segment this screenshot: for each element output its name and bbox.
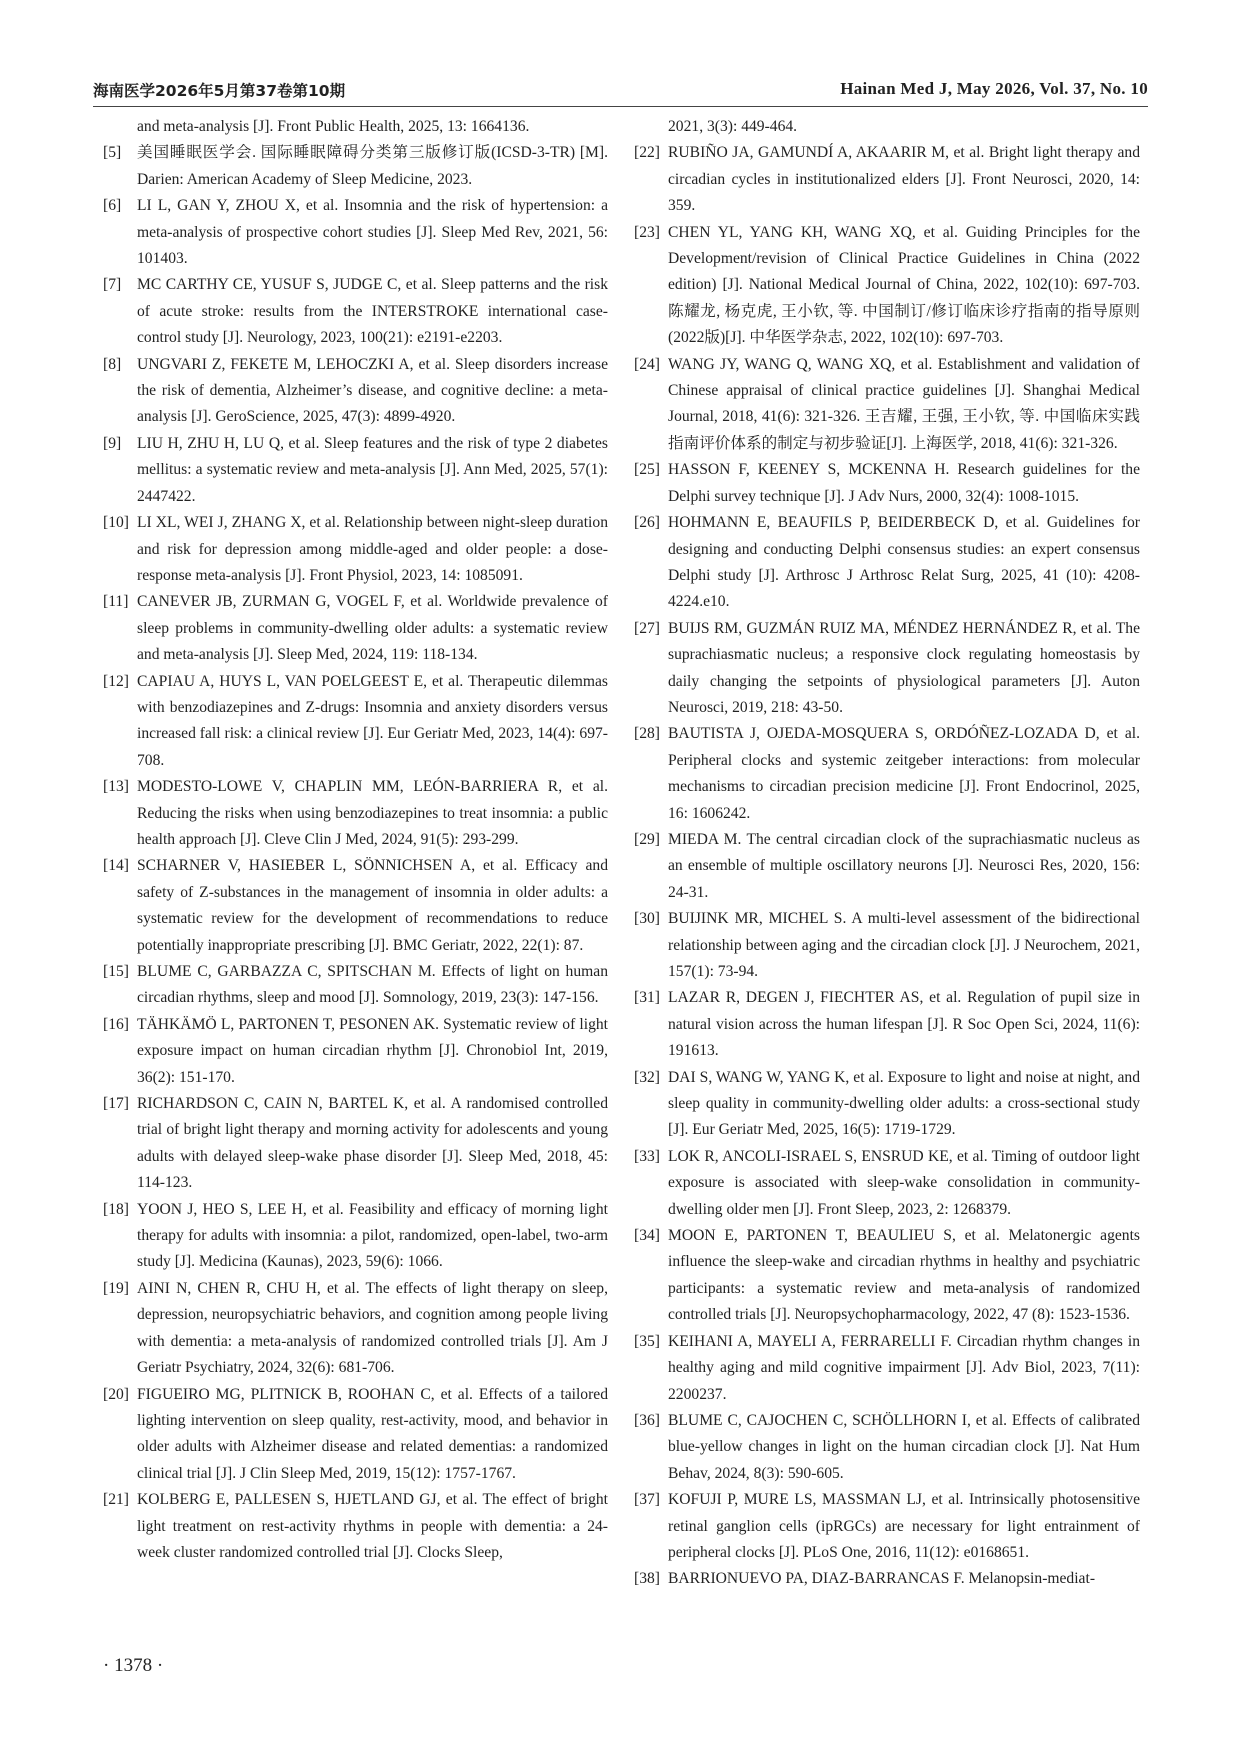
reference-item — [634, 1408, 1140, 1487]
reference-item — [634, 985, 1140, 1064]
reference-item — [103, 1012, 608, 1091]
reference-number: [29] — [634, 830, 660, 848]
reference-number: [20] — [103, 1385, 129, 1403]
reference-number: [12] — [103, 672, 129, 690]
reference-item — [634, 1223, 1140, 1329]
journal-title-en: Hainan Med J, May 2026, Vol. 37, No. 10 — [840, 79, 1148, 98]
reference-item — [103, 1382, 608, 1488]
reference-item — [634, 140, 1140, 219]
reference-item — [634, 1144, 1140, 1223]
reference-number: [10] — [103, 514, 129, 532]
reference-text: MIEDA M. The central circadian clock of the suprachiasmatic nucleus as an ensemble of multiple oscillatory neurons [J]. Neurosci Res, 2020, 156: 24-31. — [668, 830, 1140, 901]
reference-text: DAI S, WANG W, YANG K, et al. Exposure to light and noise at night, and sleep quality in community-dwelling older adults: a cross-sectional study [J]. Eur Geriatr Med, 2025, 16(5): 1719-1729. — [668, 1068, 1140, 1139]
reference-item — [634, 1065, 1140, 1144]
reference-text: CANEVER JB, ZURMAN G, VOGEL F, et al. Worldwide prevalence of sleep problems in community-dwelling older adults: a systematic review and meta-analysis [J]. Sleep Med, 2024, 119: 118-134. — [137, 593, 608, 664]
reference-text: BUIJINK MR, MICHEL S. A multi-level assessment of the bidirectional relationship between aging and the circadian clock [J]. J Neurochem, 2021, 157(1): 73-94. — [668, 910, 1140, 980]
reference-number: [33] — [634, 1147, 660, 1165]
reference-text: UNGVARI Z, FEKETE M, LEHOCZKI A, et al. Sleep disorders increase the risk of dementia, Alzheimer’s disease, and cognitive decline: a meta-analysis [J]. GeroScience, 2025, 47(3): 4899-4920. — [137, 355, 608, 426]
reference-number: [34] — [634, 1227, 660, 1245]
reference-item — [103, 431, 608, 510]
reference-number: [21] — [103, 1491, 129, 1509]
reference-item — [103, 272, 608, 351]
reference-text: BARRIONUEVO PA, DIAZ-BARRANCAS F. Melanopsin-mediat- — [668, 1570, 1096, 1588]
reference-item — [634, 510, 1140, 616]
reference-item — [634, 114, 1140, 140]
running-header — [93, 76, 1148, 107]
reference-number: [35] — [634, 1332, 660, 1350]
reference-text: BLUME C, CAJOCHEN C, SCHÖLLHORN I, et al. Effects of calibrated blue-yellow changes in light on the human circadian clock [J]. Nat Hum Behav, 2024, 8(3): 590-605. — [668, 1411, 1140, 1482]
reference-text: 2021, 3(3): 449-464. — [668, 118, 798, 135]
reference-text: RUBIÑO JA, GAMUNDÍ A, AKAARIR M, et al. Bright light therapy and circadian cycles in institutionalized elders [J]. Front Neurosci, 2020, 14: 359. — [668, 144, 1140, 215]
reference-text: YOON J, HEO S, LEE H, et al. Feasibility and efficacy of morning light therapy for adults with insomnia: a pilot, randomized, open-label, two-arm study [J]. Medicina (Kaunas), 2023, 59(6): 1066. — [137, 1200, 608, 1271]
reference-number: [8] — [103, 355, 122, 373]
reference-number: [11] — [103, 593, 129, 611]
reference-text: MODESTO-LOWE V, CHAPLIN MM, LEÓN-BARRIERA R, et al. Reducing the risks when using benzodiazepines to treat insomnia: a public health approach [J]. Cleve Clin J Med, 2024, 91(5): 293-299. — [137, 778, 608, 848]
reference-number: [15] — [103, 963, 129, 980]
reference-item — [634, 906, 1140, 985]
reference-number: [26] — [634, 514, 660, 532]
reference-number: [14] — [103, 857, 129, 875]
reference-number: [19] — [103, 1279, 129, 1297]
reference-text: SCHARNER V, HASIEBER L, SÖNNICHSEN A, et al. Efficacy and safety of Z-substances in the management of insomnia in older adults: a systematic review for the development of recommendations to reduce potentially inappropriate prescribing [J]. BMC Geriatr, 2022, 22(1): 87. — [137, 857, 608, 954]
reference-item — [103, 352, 608, 431]
reference-number: [31] — [634, 989, 660, 1007]
reference-column-right — [634, 114, 1140, 1593]
reference-item — [103, 193, 608, 272]
reference-number: [22] — [634, 144, 660, 162]
reference-number: [13] — [103, 778, 129, 796]
reference-text: and meta-analysis [J]. Front Public Health, 2025, 13: 1664136. — [137, 118, 530, 135]
journal-title-cn: 海南医学2026年5月第37卷第10期 — [93, 82, 346, 100]
reference-number: [37] — [634, 1491, 660, 1509]
reference-item — [634, 1329, 1140, 1408]
reference-item — [103, 959, 608, 1012]
reference-item — [634, 721, 1140, 827]
reference-text: KEIHANI A, MAYELI A, FERRARELLI F. Circadian rhythm changes in healthy aging and mild cognitive impairment [J]. Adv Biol, 2023, 7(11): 2200237. — [668, 1332, 1140, 1403]
reference-text: HOHMANN E, BEAUFILS P, BEIDERBECK D, et al. Guidelines for designing and conducting Delphi consensus studies: an expert consensus Delphi study [J]. Arthrosc J Arthrosc Relat Surg, 2025, 41 (10): 4208-4224.e10. — [668, 514, 1140, 611]
reference-number: [30] — [634, 910, 660, 928]
reference-text: LI XL, WEI J, ZHANG X, et al. Relationship between night-sleep duration and risk for depression among middle-aged and older people: a dose-response meta-analysis [J]. Front Physiol, 2023, 14: 1085091. — [137, 514, 608, 584]
reference-text: TÄHKÄMÖ L, PARTONEN T, PESONEN AK. Systematic review of light exposure impact on human circadian rhythm [J]. Chronobiol Int, 2019, 36(2): 151-170. — [137, 1015, 608, 1086]
reference-item — [634, 220, 1140, 352]
reference-number: [9] — [103, 434, 122, 452]
reference-number: [16] — [103, 1015, 129, 1033]
reference-number: [24] — [634, 355, 660, 373]
reference-item — [103, 669, 608, 775]
reference-number: [7] — [103, 276, 122, 294]
reference-item — [103, 1276, 608, 1382]
reference-item — [103, 510, 608, 589]
reference-text: AINI N, CHEN R, CHU H, et al. The effects of light therapy on sleep, depression, neuropsychiatric behaviors, and cognition among people living with dementia: a meta-analysis of randomized controlled trials [J]. Am J Geriatr Psychiatry, 2024, 32(6): 681-706. — [137, 1279, 608, 1377]
reference-number: [23] — [634, 223, 660, 241]
reference-text: CHEN YL, YANG KH, WANG XQ, et al. Guiding Principles for the Development/revision of Clinical Practice Guidelines in China (2022 edition) [J]. National Medical Journal of China, 2022, 102(10): 697-703. 陈耀龙, 杨克虎, 王小钦, 等. 中国制订/修订临床诊疗指南的指导原则(2022版)[J]. 中华医学杂志, 2022, 102(10): 697-703. — [668, 223, 1140, 347]
reference-item — [103, 853, 608, 959]
reference-item — [103, 1197, 608, 1276]
reference-text: RICHARDSON C, CAIN N, BARTEL K, et al. A randomised controlled trial of bright light therapy and morning activity for adolescents and young adults with delayed sleep-wake phase disorder [J]. Sleep Med, 2018, 45: 114-123. — [137, 1095, 608, 1192]
reference-text: 美国睡眠医学会. 国际睡眠障碍分类第三版修订版(ICSD-3-TR) [M]. Darien: American Academy of Sleep Medicine, 2023. — [137, 144, 608, 188]
reference-number: [28] — [634, 725, 660, 743]
reference-text: MC CARTHY CE, YUSUF S, JUDGE C, et al. Sleep patterns and the risk of acute stroke: results from the INTERSTROKE international case-control study [J]. Neurology, 2023, 100(21): e2191-e2203. — [137, 276, 608, 347]
reference-item — [634, 457, 1140, 510]
reference-column-left — [103, 114, 608, 1566]
reference-number: [17] — [103, 1095, 129, 1113]
reference-text: HASSON F, KEENEY S, MCKENNA H. Research guidelines for the Delphi survey technique [J]. J Adv Nurs, 2000, 32(4): 1008-1015. — [668, 461, 1140, 505]
reference-item — [634, 1487, 1140, 1566]
reference-item — [634, 616, 1140, 722]
reference-text: KOLBERG E, PALLESEN S, HJETLAND GJ, et al. The effect of bright light treatment on rest-activity rhythms in people with dementia: a 24-week cluster randomized controlled trial [J]. Clocks Sleep, — [137, 1491, 608, 1561]
reference-number: [38] — [634, 1570, 660, 1588]
reference-item — [103, 589, 608, 668]
reference-item — [103, 1091, 608, 1197]
reference-number: [27] — [634, 619, 660, 637]
reference-text: FIGUEIRO MG, PLITNICK B, ROOHAN C, et al. Effects of a tailored lighting intervention on sleep quality, rest-activity, mood, and behavior in older adults with Alzheimer disease and related dementias: a randomized clinical trial [J]. J Clin Sleep Med, 2019, 15(12): 1757-1767. — [137, 1385, 608, 1482]
page-number: · 1378 · — [103, 1655, 164, 1676]
reference-item — [103, 774, 608, 853]
reference-item — [103, 114, 608, 140]
reference-number: [25] — [634, 461, 660, 479]
reference-text: BUIJS RM, GUZMÁN RUIZ MA, MÉNDEZ HERNÁNDEZ R, et al. The suprachiasmatic nucleus; a responsive clock regulating homeostasis by daily changing the setpoints of physiological parameters [J]. Auton Neurosci, 2019, 218: 43-50. — [668, 619, 1140, 716]
reference-text: MOON E, PARTONEN T, BEAULIEU S, et al. Melatonergic agents influence the sleep-wake and circadian rhythms in healthy and psychiatric participants: a systematic review and meta-analysis of randomized controlled trials [J]. Neuropsychopharmacology, 2022, 47 (8): 1523-1536. — [668, 1227, 1140, 1324]
reference-number: [32] — [634, 1068, 660, 1086]
reference-number: [5] — [103, 144, 122, 162]
reference-text: LAZAR R, DEGEN J, FIECHTER AS, et al. Regulation of pupil size in natural vision across the human lifespan [J]. R Soc Open Sci, 2024, 11(6): 191613. — [668, 989, 1140, 1060]
reference-text: BLUME C, GARBAZZA C, SPITSCHAN M. Effects of light on human circadian rhythms, sleep and mood [J]. Somnology, 2019, 23(3): 147-156. — [137, 963, 608, 1007]
reference-item — [634, 827, 1140, 906]
reference-item — [103, 1487, 608, 1566]
reference-text: BAUTISTA J, OJEDA-MOSQUERA S, ORDÓÑEZ-LOZADA D, et al. Peripheral clocks and systemic zeitgeber interactions: from molecular mechanisms to circadian precision medicine [J]. Front Endocrinol, 2025, 16: 1606242. — [668, 725, 1140, 822]
reference-number: [36] — [634, 1411, 660, 1429]
reference-number: [18] — [103, 1200, 129, 1218]
reference-item — [634, 352, 1140, 458]
reference-text: LOK R, ANCOLI-ISRAEL S, ENSRUD KE, et al. Timing of outdoor light exposure is associated with sleep-wake consolidation in community-dwelling older men [J]. Front Sleep, 2023, 2: 1268379. — [668, 1147, 1140, 1218]
reference-number: [6] — [103, 197, 122, 215]
reference-text: KOFUJI P, MURE LS, MASSMAN LJ, et al. Intrinsically photosensitive retinal ganglion cells (ipRGCs) are necessary for light entrainment of peripheral clocks [J]. PLoS One, 2016, 11(12): e0168651. — [668, 1491, 1140, 1561]
reference-item — [634, 1566, 1140, 1592]
reference-text: LIU H, ZHU H, LU Q, et al. Sleep features and the risk of type 2 diabetes mellitus: a systematic review and meta-analysis [J]. Ann Med, 2025, 57(1): 2447422. — [137, 434, 608, 505]
reference-item — [103, 140, 608, 193]
reference-text: WANG JY, WANG Q, WANG XQ, et al. Establishment and validation of Chinese appraisal of clinical practice guidelines [J]. Shanghai Medical Journal, 2018, 41(6): 321-326. 王吉耀, 王强, 王小钦, 等. 中国临床实践指南评价体系的制定与初步验证[J]. 上海医学, 2018, 41(6): 321-326. — [668, 355, 1140, 452]
reference-text: CAPIAU A, HUYS L, VAN POELGEEST E, et al. Therapeutic dilemmas with benzodiazepines and Z-drugs: Insomnia and anxiety disorders versus increased fall risk: a clinical review [J]. Eur Geriatr Med, 2023, 14(4): 697-708. — [137, 672, 608, 769]
reference-text: LI L, GAN Y, ZHOU X, et al. Insomnia and the risk of hypertension: a meta-analysis of prospective cohort studies [J]. Sleep Med Rev, 2021, 56: 101403. — [137, 197, 608, 268]
